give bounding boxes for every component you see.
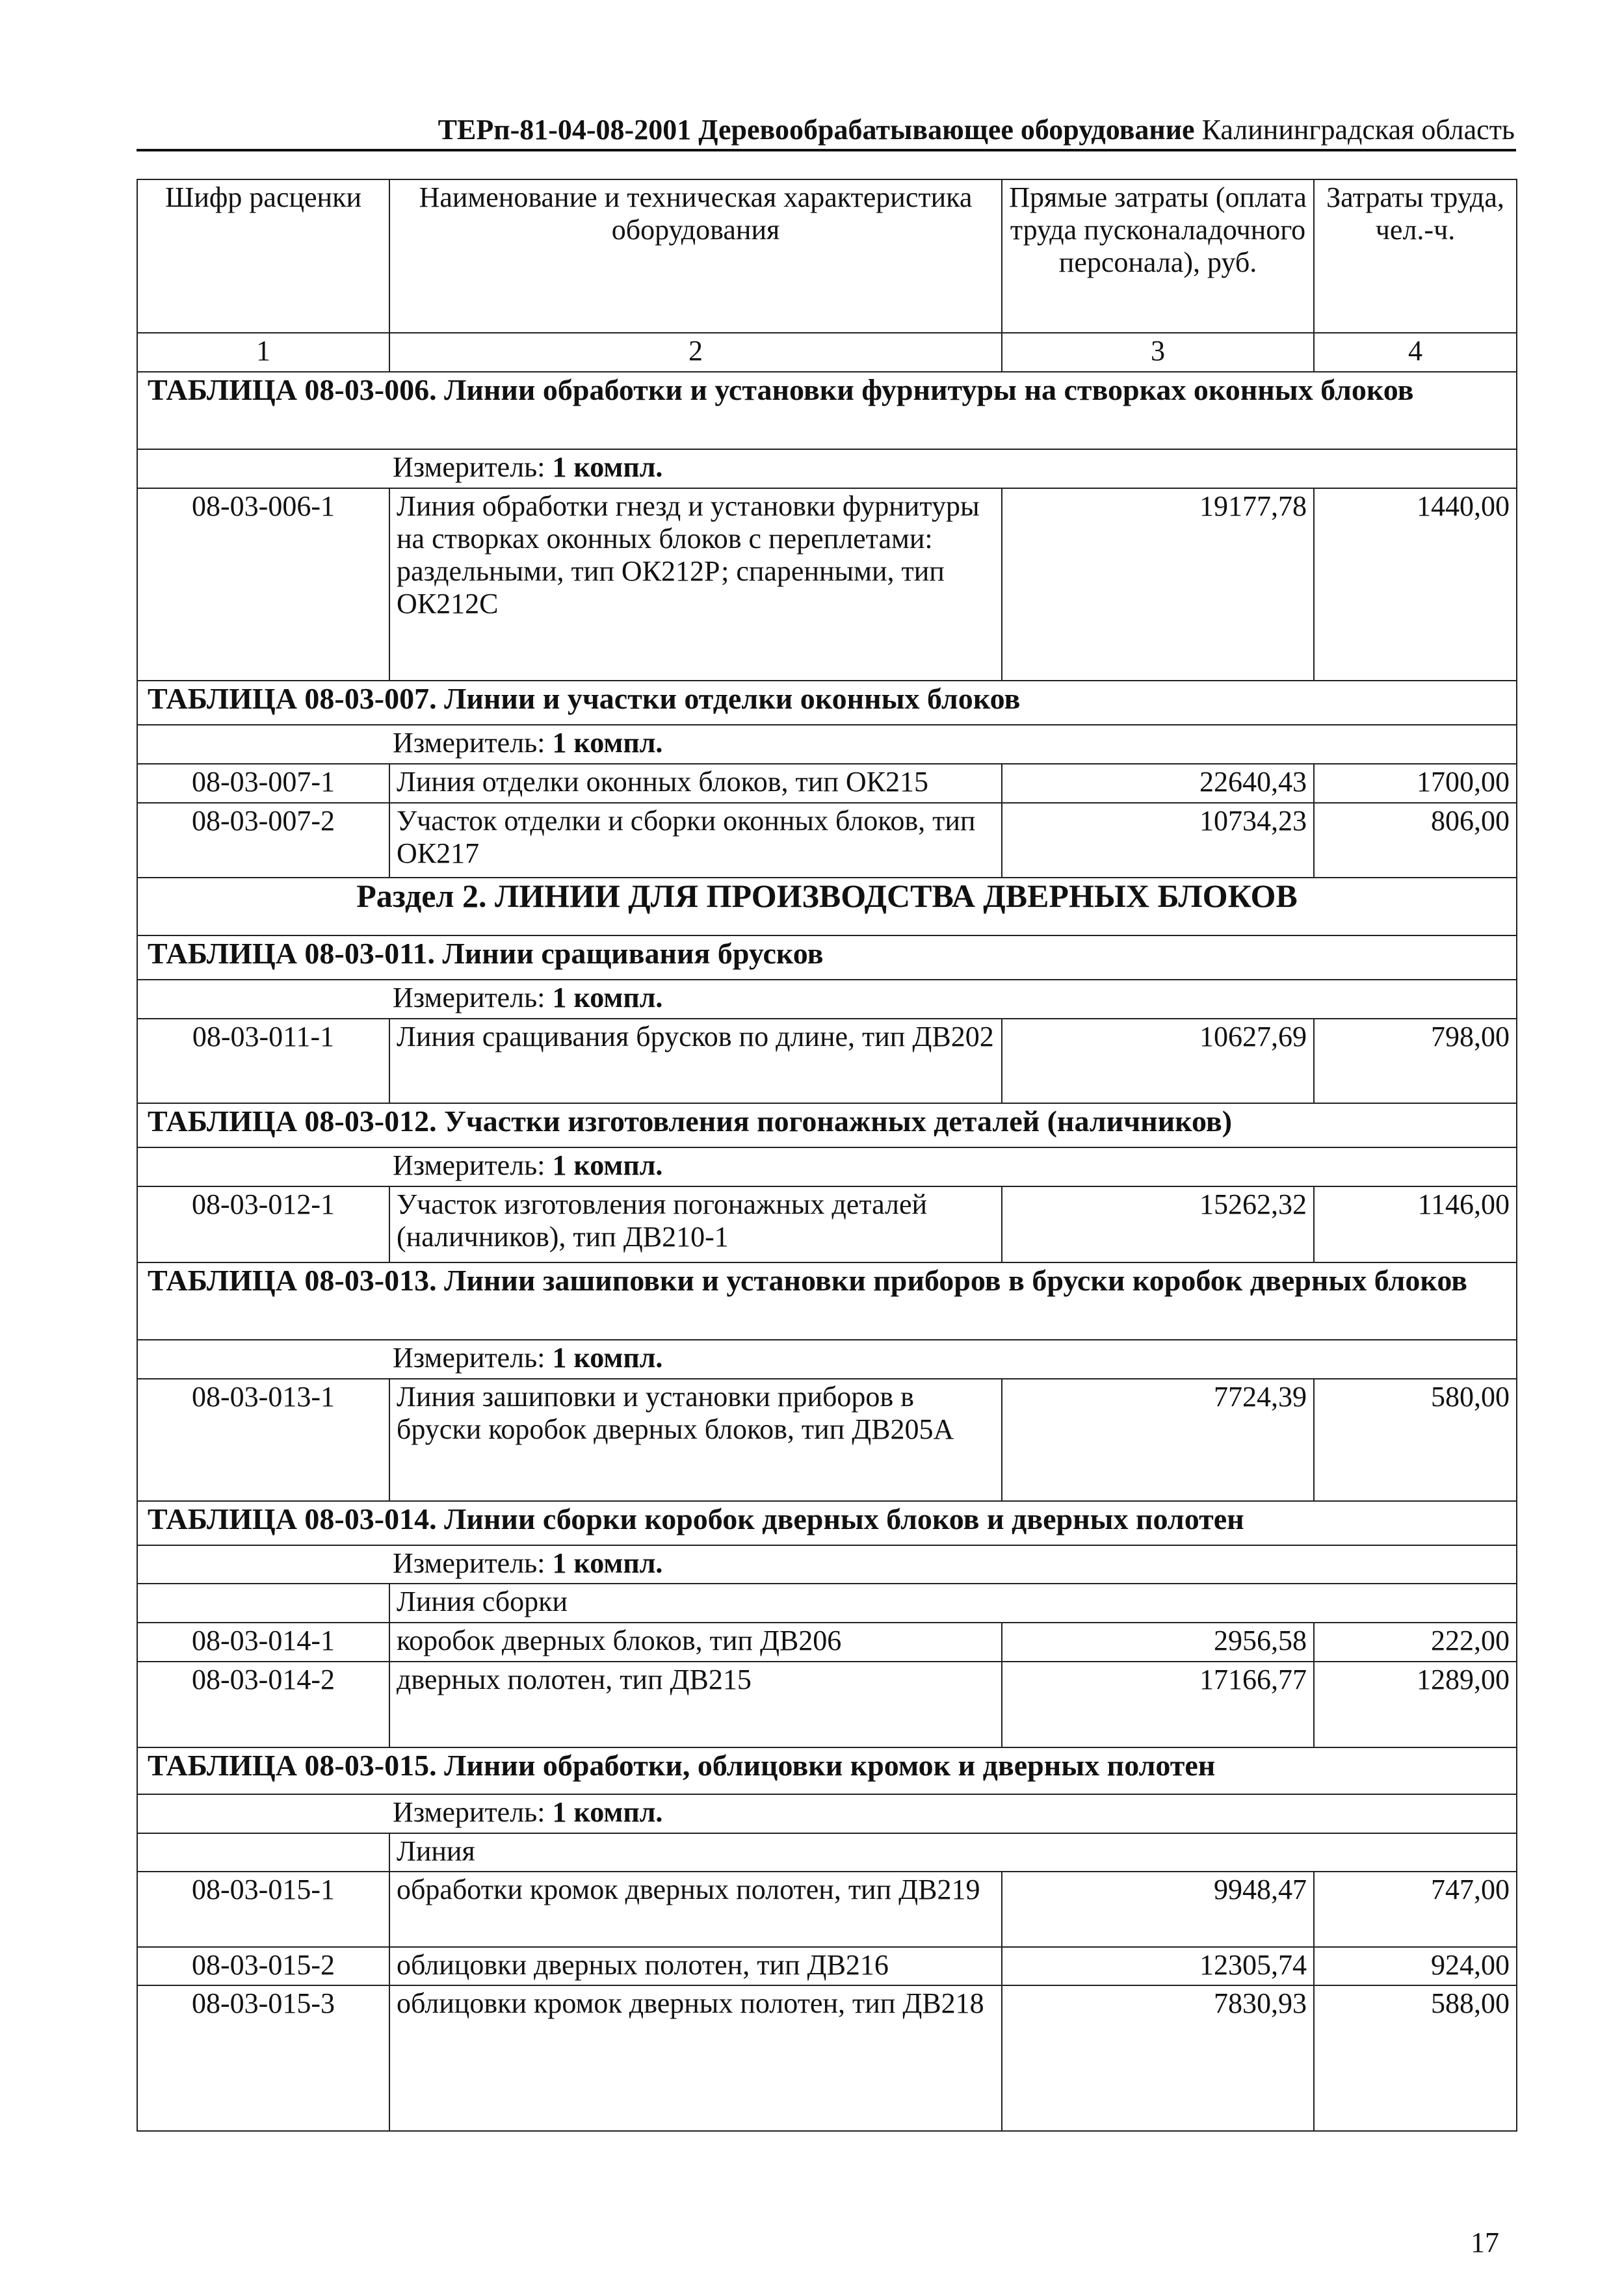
table-caption: ТАБЛИЦА 08-03-006. Линии обработки и установки фурнитуры на створках оконных блоков [137,372,1517,449]
table-row [137,488,1517,681]
rate-code: 08-03-006-1 [137,488,389,681]
rate-cost: 10734,23 [1002,803,1314,878]
col-number: 3 [1002,333,1314,372]
rate-code: 08-03-013-1 [137,1379,389,1500]
rate-labor: 924,00 [1314,1947,1517,1986]
measure-line: Измеритель: 1 компл. [137,1794,1517,1833]
rate-cost: 10627,69 [1002,1019,1314,1103]
col-header-labor: Затраты труда, чел.-ч. [1314,179,1517,333]
rate-labor: 1700,00 [1314,764,1517,803]
group-label-row [137,1584,1517,1623]
table-caption: ТАБЛИЦА 08-03-012. Участки изготовления погонажных деталей (наличников) [137,1103,1517,1147]
table-row [137,1186,1517,1262]
column-header-row [137,179,1517,333]
rate-name: Линия зашиповки и установки приборов в бруски коробок дверных блоков, тип ДВ205А [389,1379,1002,1500]
col-header-cost: Прямые затраты (оплата труда пусконаладочного персонала), руб. [1002,179,1314,333]
table-row [137,1019,1517,1103]
rate-labor: 222,00 [1314,1623,1517,1662]
rate-name: Участок изготовления погонажных деталей (наличников), тип ДВ210-1 [389,1186,1002,1262]
rate-name: обработки кромок дверных полотен, тип ДВ219 [389,1872,1002,1946]
table-row [137,1947,1517,1986]
table-row [137,1379,1517,1500]
rates-table [137,179,1517,2132]
rate-cost: 19177,78 [1002,488,1314,681]
rate-code: 08-03-007-1 [137,764,389,803]
doc-title: Деревообрабатывающее оборудование [698,114,1195,146]
region: Калининградская область [1201,114,1515,146]
rate-name: Участок отделки и сборки оконных блоков, тип ОК217 [389,803,1002,878]
measure-line: Измеритель: 1 компл. [137,725,1517,764]
table-row [137,1623,1517,1662]
rate-code: 08-03-014-1 [137,1623,389,1662]
rate-labor: 1289,00 [1314,1662,1517,1747]
measure-line: Измеритель: 1 компл. [137,1545,1517,1584]
rate-name: коробок дверных блоков, тип ДВ206 [389,1623,1002,1662]
rate-name: облицовки кромок дверных полотен, тип ДВ218 [389,1985,1002,2131]
measure-line: Измеритель: 1 компл. [137,1147,1517,1186]
page-number: 17 [1471,2227,1499,2258]
rate-name: Линия обработки гнезд и установки фурнитуры на створках оконных блоков с переплетами: раздельными, тип ОК212Р; спаренными, тип ОК212С [389,488,1002,681]
rate-labor: 798,00 [1314,1019,1517,1103]
rate-cost: 17166,77 [1002,1662,1314,1747]
rate-code: 08-03-015-2 [137,1947,389,1986]
rate-cost: 15262,32 [1002,1186,1314,1262]
col-header-name: Наименование и техническая характеристика оборудования [389,179,1002,333]
table-caption: ТАБЛИЦА 08-03-007. Линии и участки отделки оконных блоков [137,681,1517,725]
table-caption: ТАБЛИЦА 08-03-015. Линии обработки, облицовки кромок и дверных полотен [137,1747,1517,1794]
measure-line: Измеритель: 1 компл. [137,980,1517,1019]
group-label: Линия [389,1833,1517,1872]
table-row [137,803,1517,878]
col-number: 1 [137,333,389,372]
rate-labor: 747,00 [1314,1872,1517,1946]
doc-code: ТЕРп-81-04-08-2001 [438,114,692,146]
rate-cost: 9948,47 [1002,1872,1314,1946]
col-number: 4 [1314,333,1517,372]
table-row [137,764,1517,803]
header-rule [137,149,1516,151]
table-row [137,1662,1517,1747]
rate-name: дверных полотен, тип ДВ215 [389,1662,1002,1747]
rate-name: Линия сращивания брусков по длине, тип ДВ202 [389,1019,1002,1103]
col-header-code: Шифр расценки [137,179,389,333]
rate-code: 08-03-015-3 [137,1985,389,2131]
column-number-row [137,333,1517,372]
rate-code: 08-03-015-1 [137,1872,389,1946]
measure-line: Измеритель: 1 компл. [137,449,1517,488]
table-row [137,1872,1517,1946]
section-title: Раздел 2. ЛИНИИ ДЛЯ ПРОИЗВОДСТВА ДВЕРНЫХ БЛОКОВ [137,878,1517,935]
rate-cost: 7724,39 [1002,1379,1314,1500]
rate-labor: 806,00 [1314,803,1517,878]
table-row [137,1985,1517,2131]
group-label-row [137,1833,1517,1872]
rate-labor: 588,00 [1314,1985,1517,2131]
rate-labor: 1440,00 [1314,488,1517,681]
rate-labor: 580,00 [1314,1379,1517,1500]
rate-cost: 2956,58 [1002,1623,1314,1662]
rate-code: 08-03-011-1 [137,1019,389,1103]
measure-line: Измеритель: 1 компл. [137,1340,1517,1379]
table-caption: ТАБЛИЦА 08-03-011. Линии сращивания брусков [137,935,1517,980]
rate-name: Линия отделки оконных блоков, тип ОК215 [389,764,1002,803]
rate-code: 08-03-012-1 [137,1186,389,1262]
rate-code: 08-03-014-2 [137,1662,389,1747]
running-header [137,112,1515,148]
rate-name: облицовки дверных полотен, тип ДВ216 [389,1947,1002,1986]
rate-cost: 12305,74 [1002,1947,1314,1986]
rate-labor: 1146,00 [1314,1186,1517,1262]
rate-code: 08-03-007-2 [137,803,389,878]
group-label: Линия сборки [389,1584,1517,1623]
table-caption: ТАБЛИЦА 08-03-014. Линии сборки коробок дверных блоков и дверных полотен [137,1501,1517,1545]
rate-cost: 7830,93 [1002,1985,1314,2131]
rate-cost: 22640,43 [1002,764,1314,803]
table-caption: ТАБЛИЦА 08-03-013. Линии зашиповки и установки приборов в бруски коробок дверных блоков [137,1262,1517,1340]
col-number: 2 [389,333,1002,372]
